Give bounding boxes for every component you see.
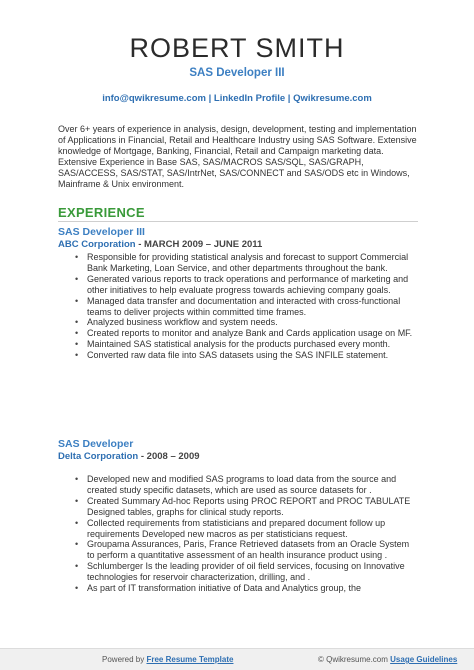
resume-header <box>0 0 474 105</box>
job-bullets <box>58 252 418 361</box>
candidate-name: ROBERT SMITH <box>129 33 345 63</box>
free-resume-template-link[interactable]: Free Resume Template <box>146 655 234 664</box>
job-company-dates <box>58 451 418 463</box>
experience-heading: EXPERIENCE <box>58 205 145 220</box>
list-item: • Created Summary Ad-hoc Reports using PROC REPORT and PROC TABULATE Designed tables, graphs for clinical study reports. <box>58 496 418 518</box>
job-dates: - MARCH 2009 – JUNE 2011 <box>135 239 263 250</box>
list-item: • Groupama Assurances, Paris, France Retrieved datasets from an Oracle System to perform a quantitative assessment of an health insurance product using . <box>58 539 418 561</box>
job-entry <box>58 438 418 594</box>
job-company-dates <box>58 239 418 251</box>
footer-powered-by <box>102 649 233 670</box>
list-item: • Analyzed business workflow and system needs. <box>58 317 418 328</box>
list-item: • Created reports to monitor and analyze Bank and Cards application usage on MF. <box>58 328 418 339</box>
website-link[interactable]: Qwikresume.com <box>293 93 372 104</box>
contact-separator: | <box>205 93 214 104</box>
list-item: • Generated various reports to track operations and performance of marketing and other initiatives to help evaluate progress towards achieving company goals. <box>58 274 418 296</box>
job-title: SAS Developer III <box>58 226 145 238</box>
linkedin-link[interactable]: LinkedIn Profile <box>213 93 286 104</box>
list-item: • As part of IT transformation initiative of Data and Analytics group, the <box>58 583 418 594</box>
job-title: SAS Developer <box>58 438 134 450</box>
list-item: • Developed new and modified SAS programs to load data from the source and created study specific datasets, which are used as source datasets for . <box>58 474 418 496</box>
contact-line <box>0 93 474 105</box>
usage-guidelines-link[interactable]: Usage Guidelines <box>390 655 458 664</box>
copyright-text: © Qwikresume.com <box>318 655 391 664</box>
page-footer <box>0 648 474 670</box>
list-item: • Schlumberger Is the leading provider of oil field services, focusing on Innovative technologies for reservoir characterization, drilling, and . <box>58 561 418 583</box>
job-bullets <box>58 474 418 594</box>
footer-prefix: Powered by <box>102 655 147 664</box>
list-item: • Responsible for providing statistical analysis and forecast to support Commercial Bank Marketing, Loan Service, and other departments throughout the bank. <box>58 252 418 274</box>
list-item: • Maintained SAS statistical analysis for the products purchased every month. <box>58 339 418 350</box>
list-item: • Managed data transfer and documentation and interacted with cross-functional teams to deliver projects within committed time frames. <box>58 296 418 318</box>
company-name: ABC Corporation <box>58 239 136 250</box>
candidate-job-title: SAS Developer III <box>189 67 285 79</box>
list-item: • Converted raw data file into SAS datasets using the SAS INFILE statement. <box>58 350 418 361</box>
contact-separator: | <box>285 93 294 104</box>
job-entry <box>58 226 418 361</box>
professional-summary: Over 6+ years of experience in analysis, design, development, testing and implementation of Applications in Financial, Retail and Healthcare Industry using SAS Software. Extensive knowledge of Mortgage, Banking, Financial, Retail and Campaign marketing data. Extensive Experience in Base SAS, SAS/MACROS SAS/SQL, SAS/GRAPH, SAS/ACCESS, SAS/STAT, SAS/IntrNet, SAS/CONNECT and SAS/ODS etc in Windows, Mainframe & Unix environment. <box>58 124 417 189</box>
list-item: • Collected requirements from statisticians and prepared document follow up requirements Developed new macros as per statisticians request. <box>58 518 418 540</box>
email-link[interactable]: info@qwikresume.com <box>102 93 206 104</box>
job-dates: - 2008 – 2009 <box>138 451 200 462</box>
section-divider <box>58 221 418 222</box>
footer-copyright <box>318 649 457 670</box>
company-name: Delta Corporation <box>58 451 139 462</box>
